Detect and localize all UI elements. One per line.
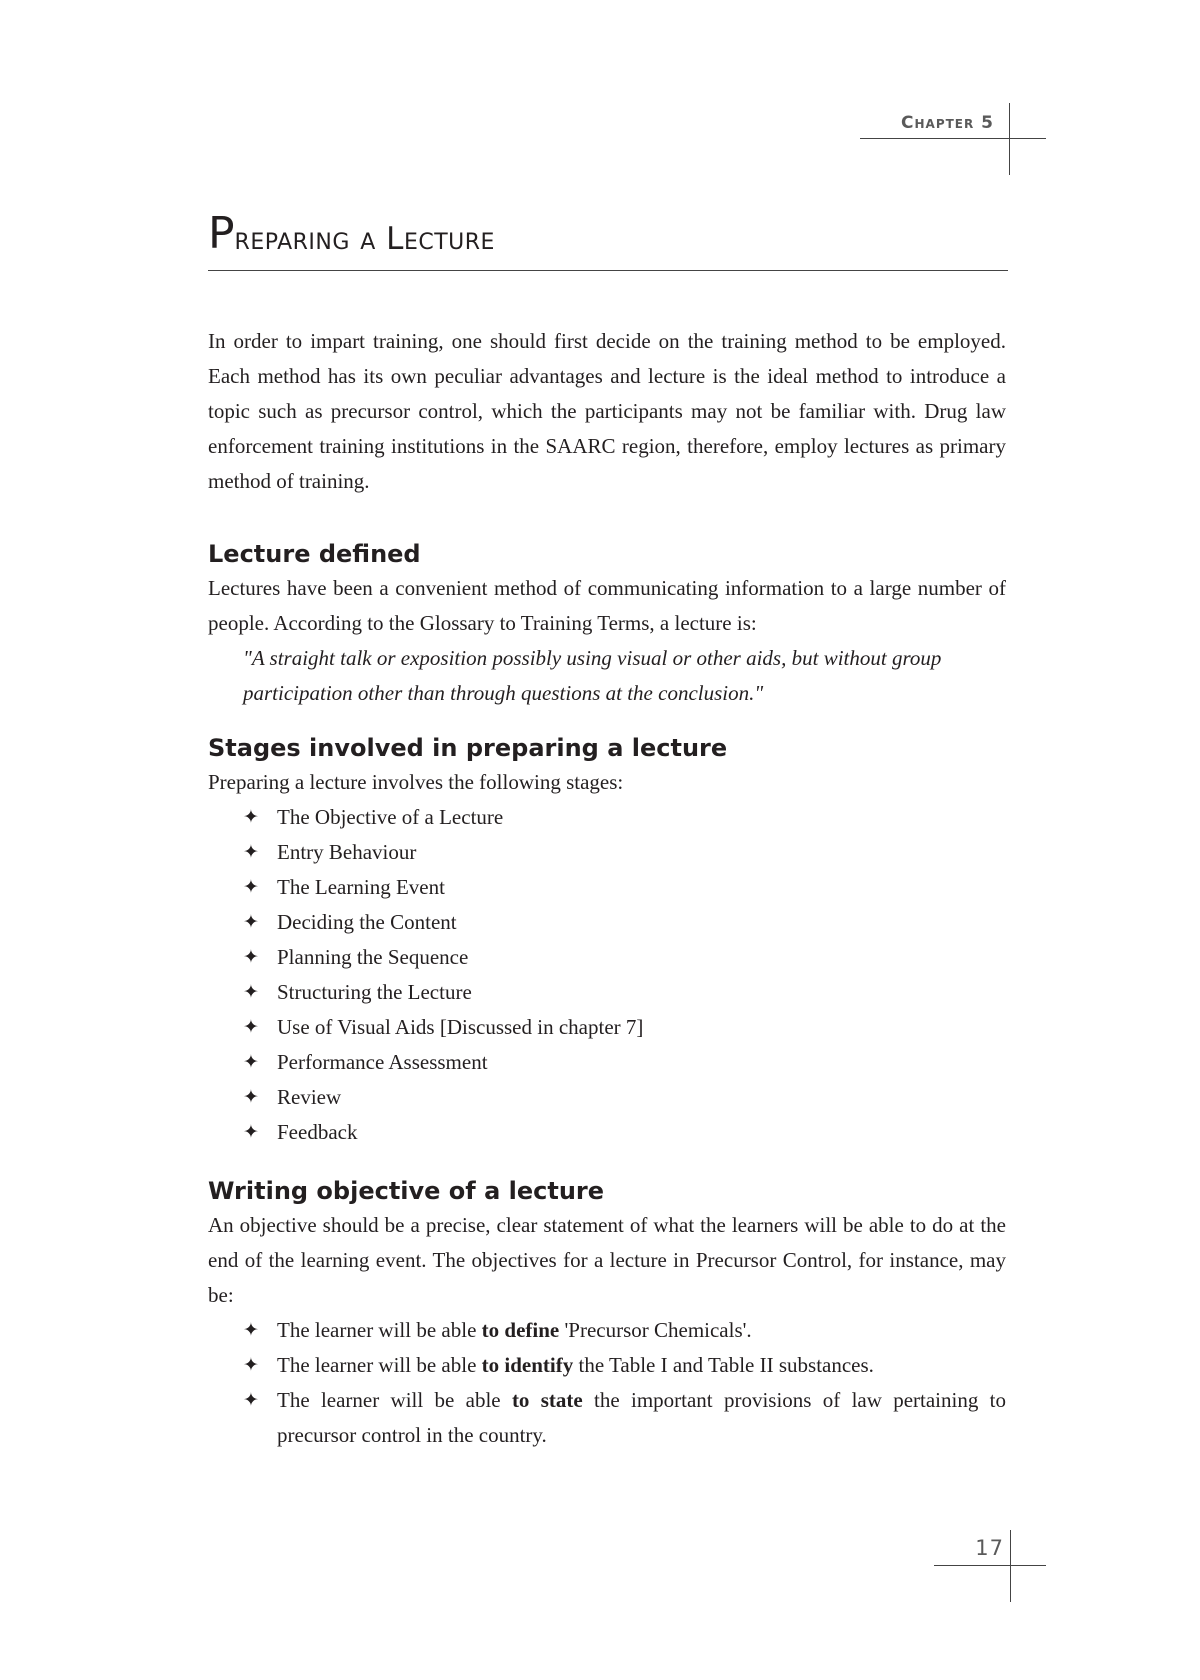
page-number: 17 — [975, 1536, 1004, 1560]
list-item: ✦ Use of Visual Aids [Discussed in chapter 7] — [243, 1010, 1006, 1045]
footer-rule-vertical — [1010, 1530, 1011, 1602]
bullet-icon: ✦ — [243, 911, 259, 933]
bullet-icon: ✦ — [243, 876, 259, 898]
page-title-initial: P — [208, 208, 235, 259]
bullet-icon: ✦ — [243, 806, 259, 828]
bullet-icon: ✦ — [243, 1354, 259, 1376]
page-footer — [934, 1530, 1046, 1602]
list-item: ✦ Planning the Sequence — [243, 940, 1006, 975]
lecture-defined-paragraph: Lectures have been a convenient method of communicating information to a large number of people. According to the Glossary to Training Terms, a lecture is: — [208, 576, 1006, 635]
bullet-icon: ✦ — [243, 841, 259, 863]
list-item: ✦ Review — [243, 1080, 1006, 1115]
list-item: ✦ Feedback — [243, 1115, 1006, 1150]
stages-intro: Preparing a lecture involves the following stages: — [208, 770, 624, 794]
bullet-icon: ✦ — [243, 1016, 259, 1038]
objectives-list — [208, 1313, 1006, 1453]
page-body — [208, 324, 1006, 1453]
list-item: ✦ The learner will be able to state the important provisions of law pertaining to precursor control in the country. — [243, 1383, 1006, 1453]
bullet-icon: ✦ — [243, 1121, 259, 1143]
section-heading-lecture-defined: Lecture defined — [208, 540, 421, 568]
lecture-definition-quote: "A straight talk or exposition possibly using visual or other aids, but without group participation other than through questions at the conclusion." — [243, 646, 942, 705]
bullet-icon: ✦ — [243, 946, 259, 968]
bullet-icon: ✦ — [243, 981, 259, 1003]
chapter-rule-horizontal — [860, 138, 1046, 139]
list-item: ✦ Deciding the Content — [243, 905, 1006, 940]
bullet-icon: ✦ — [243, 1389, 259, 1411]
list-item: ✦ The learner will be able to identify the Table I and Table II substances. — [243, 1348, 1006, 1383]
list-item: ✦ The Learning Event — [243, 870, 1006, 905]
writing-objective-paragraph: An objective should be a precise, clear statement of what the learners will be able to do at the end of the learning event. The objectives for a lecture in Precursor Control, for instance, may be: — [208, 1213, 1006, 1307]
list-item: ✦ Performance Assessment — [243, 1045, 1006, 1080]
chapter-header — [860, 103, 1046, 175]
bullet-icon: ✦ — [243, 1319, 259, 1341]
list-item: ✦ The learner will be able to define 'Precursor Chemicals'. — [243, 1313, 1006, 1348]
chapter-rule-vertical — [1009, 103, 1010, 175]
section-heading-writing-objective: Writing objective of a lecture — [208, 1177, 605, 1205]
bullet-icon: ✦ — [243, 1086, 259, 1108]
page-title-rest: reparing a Lecture — [234, 221, 495, 257]
list-item: ✦ The Objective of a Lecture — [243, 800, 1006, 835]
footer-rule-horizontal — [934, 1565, 1046, 1566]
list-item: ✦ Structuring the Lecture — [243, 975, 1006, 1010]
bullet-icon: ✦ — [243, 1051, 259, 1073]
page-title — [208, 208, 1008, 271]
section-heading-stages: Stages involved in preparing a lecture — [208, 734, 728, 762]
stages-list — [208, 800, 1006, 1150]
intro-paragraph: In order to impart training, one should first decide on the training method to be employed. Each method has its own peculiar advantages and lecture is the ideal method to introduce a topic such as precursor control, which the participants may not be familiar with. Drug law enforcement training institutions in the SAARC region, therefore, employ lectures as primary method of training. — [208, 329, 1006, 493]
list-item: ✦ Entry Behaviour — [243, 835, 1006, 870]
chapter-label: Chapter 5 — [901, 113, 994, 133]
